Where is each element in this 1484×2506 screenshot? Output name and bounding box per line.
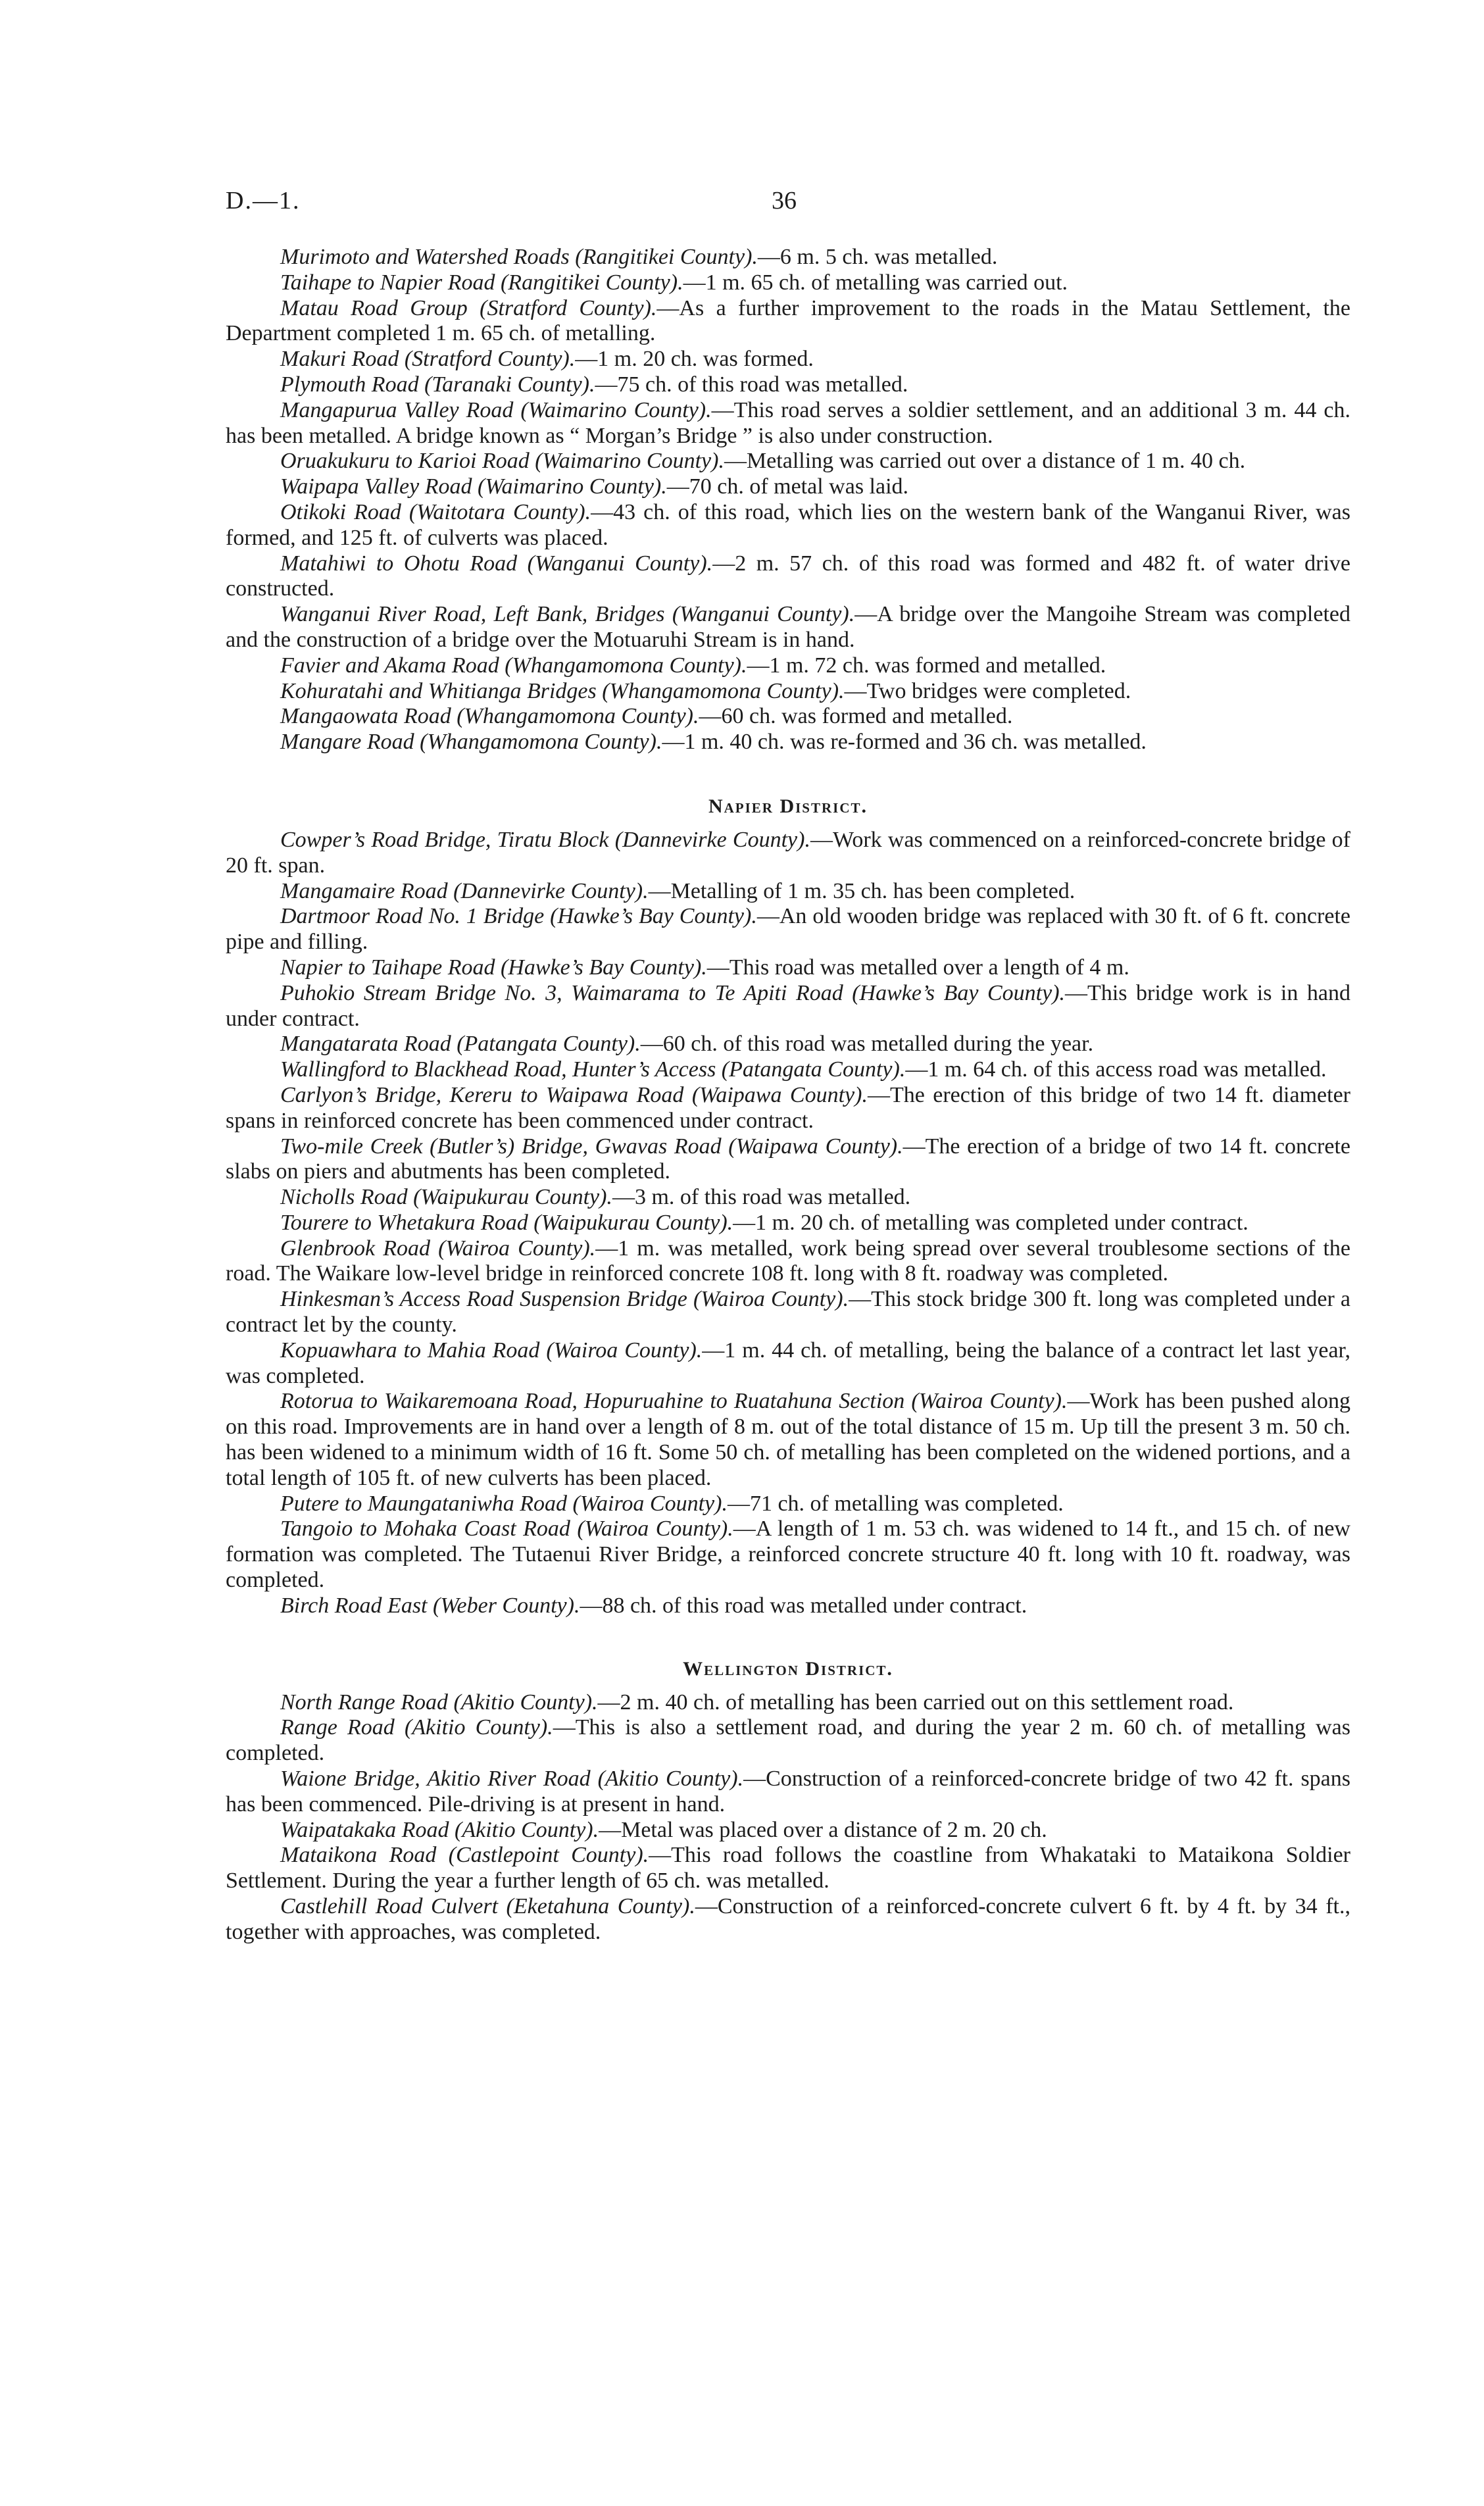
paragraph-title: Murimoto and Watershed Roads (Rangitikei County). xyxy=(280,245,758,269)
paragraph xyxy=(226,474,1350,500)
paragraph xyxy=(226,296,1350,347)
section-heading: Napier District. xyxy=(708,795,868,817)
paragraph-text: —This road was metalled over a length of 4 m. xyxy=(706,955,1129,980)
paragraph xyxy=(226,1211,1350,1236)
paragraph-text: —This stock bridge 300 ft. long was completed under a contract let by the county. xyxy=(226,1287,1351,1338)
paragraph-text: —88 ch. of this road was metalled under contract. xyxy=(580,1593,1027,1618)
paragraph xyxy=(226,449,1350,474)
paragraph-text: —A length of 1 m. 53 ch. was widened to 14 ft., and 15 ch. of new formation was completed. The Tutaenui River Bridge, a reinforced concrete structure 40 ft. long with 10 ft. roadway, was completed. xyxy=(226,1516,1350,1593)
paragraph-title: Plymouth Road (Taranaki County). xyxy=(280,372,595,397)
paragraph-title: Otikoki Road (Waitotara County). xyxy=(280,499,591,524)
paragraph-title: Mangapurua Valley Road (Waimarino County). xyxy=(280,397,712,422)
paragraph-text: —60 ch. was formed and metalled. xyxy=(699,704,1013,729)
paragraph xyxy=(226,602,1350,653)
paragraph-text: —43 ch. of this road, which lies on the western bank of the Wanganui River, was formed, and 125 ft. of culverts was placed. xyxy=(226,499,1350,550)
paragraph-text: —1 m. 20 ch. was formed. xyxy=(575,347,814,372)
paragraph-title: Cowper’s Road Bridge, Tiratu Block (Dannevirke County). xyxy=(280,827,810,852)
paragraph xyxy=(226,704,1350,730)
paragraph-text: —1 m. 72 ch. was formed and metalled. xyxy=(747,653,1106,678)
paragraph-title: Birch Road East (Weber County). xyxy=(280,1593,580,1618)
document-reference: D.—1. xyxy=(226,187,301,214)
paragraph-title: Putere to Maungataniwha Road (Wairoa County). xyxy=(280,1491,728,1516)
paragraph xyxy=(226,904,1350,955)
paragraph-title: Tourere to Whetakura Road (Waipukurau County). xyxy=(280,1210,733,1235)
paragraph xyxy=(226,1236,1350,1288)
paragraph-text: —1 m. 64 ch. of this access road was metalled. xyxy=(905,1057,1327,1082)
paragraph xyxy=(226,1083,1350,1134)
paragraph-text: —This is also a settlement road, and during the year 2 m. 60 ch. of metalling was completed. xyxy=(226,1715,1350,1766)
paragraph xyxy=(226,1767,1350,1818)
paragraph xyxy=(226,347,1350,372)
paragraph-text: —Two bridges were completed. xyxy=(844,678,1131,703)
paragraph-title: Wanganui River Road, Left Bank, Bridges (Wanganui County). xyxy=(280,602,855,627)
paragraph xyxy=(226,653,1350,679)
paragraph-text: —1 m. 65 ch. of metalling was carried out. xyxy=(683,270,1068,295)
paragraph-text: —2 m. 40 ch. of metalling has been carried out on this settlement road. xyxy=(597,1690,1234,1715)
paragraph-text: —This road follows the coastline from Whakataki to Mataikona Soldier Settlement. During the year a further length of 65 ch. was metalled. xyxy=(226,1843,1350,1893)
paragraph-title: Matau Road Group (Stratford County). xyxy=(280,295,657,320)
paragraph-text: —70 ch. of metal was laid. xyxy=(666,474,909,499)
paragraph-title: Mangaowata Road (Whangamomona County). xyxy=(280,704,699,729)
paragraph xyxy=(226,1338,1350,1390)
paragraph-text: —6 m. 5 ch. was metalled. xyxy=(757,245,998,269)
paragraph xyxy=(226,1185,1350,1211)
paragraph-title: Glenbrook Road (Wairoa County). xyxy=(280,1236,596,1261)
paragraph-title: Two-mile Creek (Butler’s) Bridge, Gwavas Road (Waipawa County). xyxy=(280,1134,903,1159)
paragraph xyxy=(226,1057,1350,1083)
section-napier-district xyxy=(226,793,1350,1619)
paragraph-text: —1 m. 40 ch. was re-formed and 36 ch. was metalled. xyxy=(662,730,1147,755)
paragraph xyxy=(226,1516,1350,1593)
paragraph xyxy=(226,1894,1350,1945)
section-heading: Wellington District. xyxy=(683,1657,893,1680)
paragraph-title: Waipatakaka Road (Akitio County). xyxy=(280,1817,599,1842)
paragraph-title: Napier to Taihape Road (Hawke’s Bay County). xyxy=(280,955,707,980)
paragraph xyxy=(226,270,1350,296)
paragraph-text: —The erection of this bridge of two 14 ft. diameter spans in reinforced concrete has been commenced under contract. xyxy=(226,1082,1350,1133)
paragraph-title: Hinkesman’s Access Road Suspension Bridge (Wairoa County). xyxy=(280,1287,849,1312)
paragraph-title: Mangatarata Road (Patangata County). xyxy=(280,1032,641,1057)
paragraph xyxy=(226,679,1350,705)
paragraph-title: Dartmoor Road No. 1 Bridge (Hawke’s Bay County). xyxy=(280,904,757,929)
paragraph-text: —The erection of a bridge of two 14 ft. concrete slabs on piers and abutments has been completed. xyxy=(226,1134,1351,1184)
paragraph xyxy=(226,398,1350,449)
paragraph-title: Range Road (Akitio County). xyxy=(280,1715,553,1740)
paragraph xyxy=(226,1491,1350,1517)
paragraph-text: —1 m. 20 ch. of metalling was completed under contract. xyxy=(733,1210,1249,1235)
paragraph xyxy=(226,1715,1350,1767)
page-header xyxy=(226,186,1320,226)
paragraph-title: Waipapa Valley Road (Waimarino County). xyxy=(280,474,667,499)
paragraph-title: Tangoio to Mohaka Coast Road (Wairoa County). xyxy=(280,1516,733,1541)
paragraph-title: Castlehill Road Culvert (Eketahuna County). xyxy=(280,1894,695,1919)
paragraph xyxy=(226,1032,1350,1057)
paragraph-text: —Work was commenced on a reinforced-concrete bridge of 20 ft. span. xyxy=(226,827,1350,878)
paragraph xyxy=(226,879,1350,905)
paragraph xyxy=(226,828,1350,879)
paragraph-title: Wallingford to Blackhead Road, Hunter’s Access (Patangata County). xyxy=(280,1057,906,1082)
paragraph-text: —60 ch. of this road was metalled during the year. xyxy=(640,1032,1094,1057)
paragraph-text: —1 m. was metalled, work being spread over several troublesome sections of the road. The Waikare low-level bridge in reinforced concrete 108 ft. long with 8 ft. roadway was completed. xyxy=(226,1236,1350,1286)
paragraph xyxy=(226,372,1350,398)
paragraph-title: Puhokio Stream Bridge No. 3, Waimarama to Te Apiti Road (Hawke’s Bay County). xyxy=(280,980,1066,1005)
paragraph xyxy=(226,1134,1350,1186)
paragraph xyxy=(226,955,1350,981)
paragraph-text: —A bridge over the Mangoihe Stream was completed and the construction of a bridge over the Motuaruhi Stream is in hand. xyxy=(226,602,1350,652)
paragraph-title: Rotorua to Waikaremoana Road, Hopuruahine to Ruatahuna Section (Wairoa County). xyxy=(280,1389,1068,1414)
paragraph-text: —75 ch. of this road was metalled. xyxy=(595,372,908,397)
paragraph-text: —This bridge work is in hand under contract. xyxy=(226,980,1350,1031)
paragraph xyxy=(226,500,1350,551)
paragraph xyxy=(226,981,1350,1032)
paragraph-text: —71 ch. of metalling was completed. xyxy=(727,1491,1064,1516)
paragraph-title: Matahiwi to Ohotu Road (Wanganui County). xyxy=(280,551,713,576)
paragraph-text: —Work has been pushed along on this road. Improvements are in hand over a length of 8 m. out of the total distance of 15 m. Up till the present 3 m. 50 ch. has been widened to a minimum width of 16 ft. Some 50 ch. of metalling has been completed on the widened portions, and a total length of 105 ft. of new culverts has been placed. xyxy=(226,1389,1350,1490)
paragraph xyxy=(226,1287,1350,1338)
paragraph-title: Mangare Road (Whangamomona County). xyxy=(280,730,662,755)
paragraph-title: Mataikona Road (Castlepoint County). xyxy=(280,1843,649,1868)
paragraph-text: —Construction of a reinforced-concrete culvert 6 ft. by 4 ft. by 34 ft., together with approaches, was completed. xyxy=(226,1894,1350,1944)
paragraph-title: Mangamaire Road (Dannevirke County). xyxy=(280,878,649,903)
section-wanganui-roads xyxy=(226,245,1350,755)
paragraph-text: —Metalling of 1 m. 35 ch. has been completed. xyxy=(648,878,1076,903)
paragraph-text: —1 m. 44 ch. of metalling, being the balance of a contract let last year, was completed. xyxy=(226,1338,1350,1388)
section-wellington-district xyxy=(226,1656,1350,1945)
paragraph-text: —As a further improvement to the roads in the Matau Settlement, the Department completed 1 m. 65 ch. of metalling. xyxy=(226,295,1350,346)
paragraph xyxy=(226,1843,1350,1894)
paragraph-title: Nicholls Road (Waipukurau County). xyxy=(280,1185,612,1210)
paragraph xyxy=(226,1818,1350,1843)
paragraph-title: North Range Road (Akitio County). xyxy=(280,1690,598,1715)
paragraph-text: —Metalling was carried out over a distance of 1 m. 40 ch. xyxy=(724,449,1246,474)
document-body xyxy=(226,245,1350,1945)
paragraph-title: Favier and Akama Road (Whangamomona County). xyxy=(280,653,747,678)
paragraph xyxy=(226,245,1350,270)
paragraph-title: Carlyon’s Bridge, Kereru to Waipawa Road (Waipawa County). xyxy=(280,1082,868,1107)
paragraph-title: Kohuratahi and Whitianga Bridges (Whangamomona County). xyxy=(280,678,845,703)
page-number: 36 xyxy=(772,187,797,214)
paragraph-text: —2 m. 57 ch. of this road was formed and 482 ft. of water drive constructed. xyxy=(226,551,1351,601)
paragraph-text: —An old wooden bridge was replaced with 30 ft. of 6 ft. concrete pipe and filling. xyxy=(226,904,1350,955)
paragraph-text: —Construction of a reinforced-concrete bridge of two 42 ft. spans has been commenced. Pile-driving is at present in hand. xyxy=(226,1767,1350,1817)
paragraph xyxy=(226,730,1350,755)
paragraph-title: Makuri Road (Stratford County). xyxy=(280,347,576,372)
paragraph xyxy=(226,1389,1350,1491)
paragraph-text: —Metal was placed over a distance of 2 m. 20 ch. xyxy=(599,1817,1047,1842)
paragraph xyxy=(226,1593,1350,1619)
paragraph-text: —This road serves a soldier settlement, and an additional 3 m. 44 ch. has been metalled. A bridge known as “ Morgan’s Bridge ” is also under construction. xyxy=(226,397,1351,448)
paragraph-title: Taihape to Napier Road (Rangitikei County). xyxy=(280,270,683,295)
paragraph-title: Oruakukuru to Karioi Road (Waimarino County). xyxy=(280,449,724,474)
paragraph xyxy=(226,1690,1350,1716)
paragraph-title: Kopuawhara to Mahia Road (Wairoa County). xyxy=(280,1338,703,1363)
paragraph-title: Waione Bridge, Akitio River Road (Akitio County). xyxy=(280,1767,744,1792)
paragraph xyxy=(226,551,1350,603)
paragraph-text: —3 m. of this road was metalled. xyxy=(612,1185,911,1210)
